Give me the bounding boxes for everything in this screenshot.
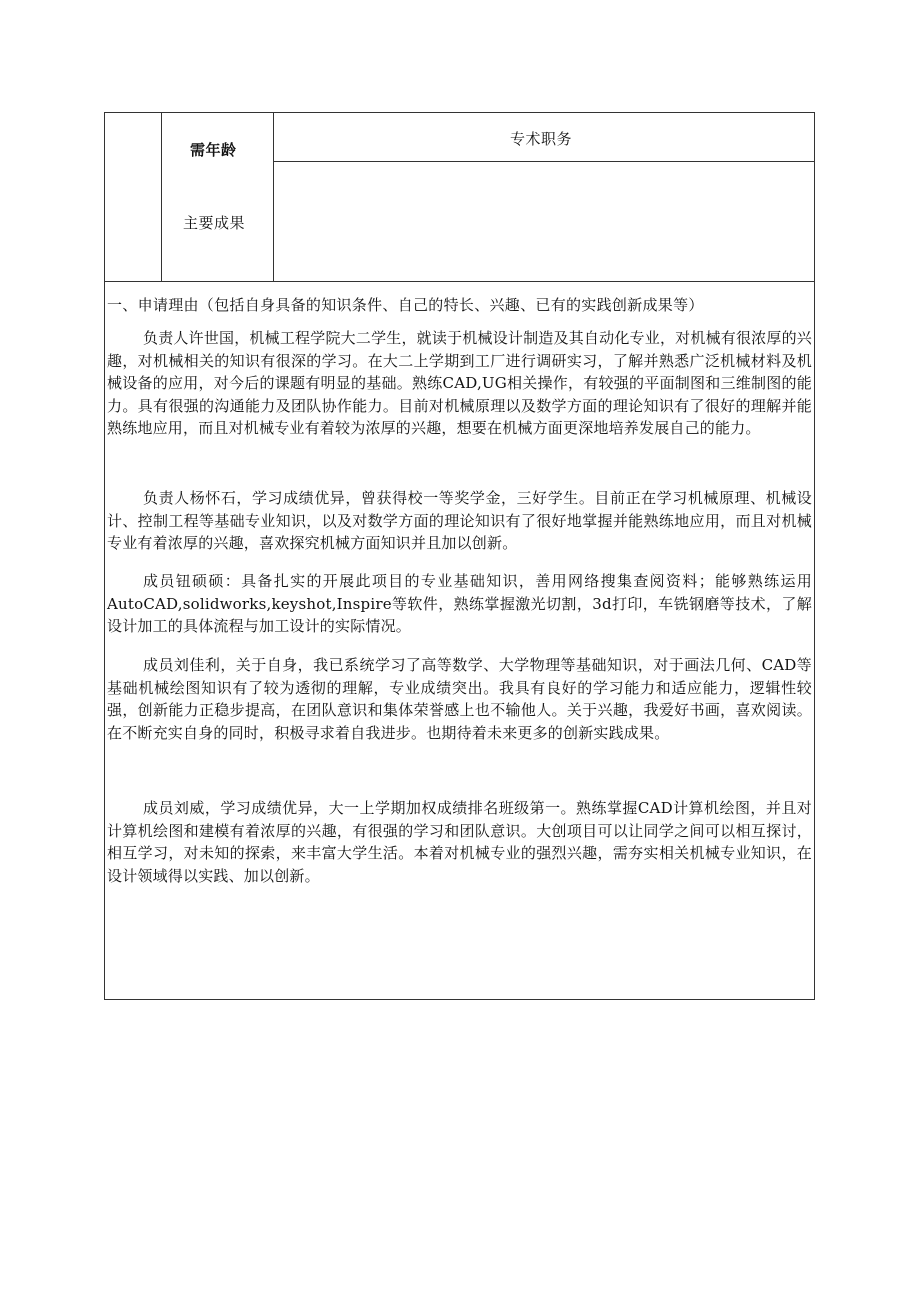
row-divider-2 [104,281,815,282]
title-label: 专术职务 [510,130,573,148]
age-label: 需年龄 [190,141,237,159]
paragraph-liu-wei: 成员刘威，学习成绩优异，大一上学期加权成绩排名班级第一。熟练掌握CAD计算机绘图，并且对计算机绘图和建模有着浓厚的兴趣，有很强的学习和团队意识。大创项目可以让同学之间可以相互探讨，相互学习，对未知的探索，来丰富大学生活。本着对机械专业的强烈兴趣，需夯实相关机械专业知识，在设计领域得以实践、加以创新。 [107,799,812,885]
paragraph-niu-shuoshuo: 成员钮硕硕：具备扎实的开展此项目的专业基础知识，善用网络搜集查阅资料；能够熟练运用AutoCAD,solidworks,keyshot,Inspire等软件，熟练掌握激光切割，3d打印，车铣钢磨等技术，了解设计加工的具体流程与加工设计的实际情况。 [107,572,812,636]
row-divider-1 [273,161,815,162]
paragraph-yang-huaishi: 负责人杨怀石，学习成绩优异，曾获得校一等奖学金，三好学生。目前正在学习机械原理、机械设计、控制工程等基础专业知识，以及对数学方面的理论知识有了很好地掌握并能熟练地应用，而且对机械专业有着浓厚的兴趣，喜欢探究机械方面知识并且加以创新。 [107,489,812,553]
achievements-label: 主要成果 [183,214,246,232]
section-title: 一、申请理由（包括自身具备的知识条件、自己的特长、兴趣、已有的实践创新成果等） [107,296,704,314]
paragraph-xu-shiguo: 负责人许世国，机械工程学院大二学生，就读于机械设计制造及其自动化专业，对机械有很浓厚的兴趣，对机械相关的知识有很深的学习。在大二上学期到工厂进行调研实习，了解并熟悉广泛机械材料及机械设备的应用，对今后的课题有明显的基础。熟练CAD,UG相关操作，有较强的平面制图和三维制图的能力。具有很强的沟通能力及团队协作能力。目前对机械原理以及数学方面的理论知识有了很好的理解并能熟练地应用，而且对机械专业有着较为浓厚的兴趣，想要在机械方面更深地培养发展自己的能力。 [107,329,812,438]
column-divider-2 [273,112,274,282]
paragraph-liu-jiali: 成员刘佳利，关于自身，我已系统学习了高等数学、大学物理等基础知识，对于画法几何、CAD等基础机械绘图知识有了较为透彻的理解，专业成绩突出。我具有良好的学习能力和适应能力，逻辑性较强，创新能力正稳步提高，在团队意识和集体荣誉感上也不输他人。关于兴趣，我爱好书画，喜欢阅读。在不断充实自身的同时，积极寻求着自我进步。也期待着未来更多的创新实践成果。 [107,656,812,742]
column-divider-1 [161,112,162,282]
